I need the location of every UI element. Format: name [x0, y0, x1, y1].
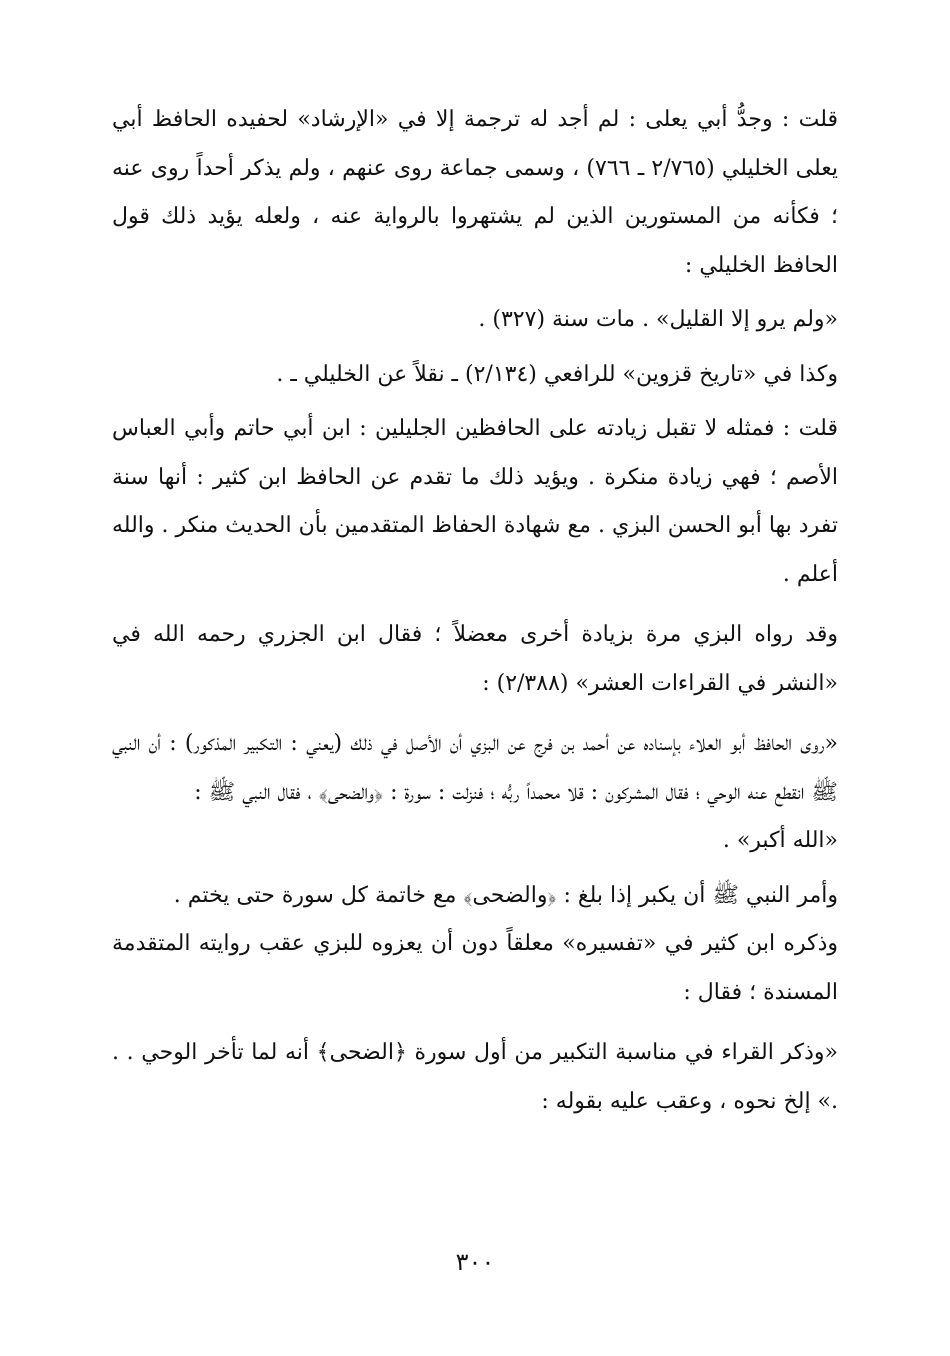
- paragraph-7: «الله أكبر» .: [722, 828, 838, 853]
- paragraph-5: وقد رواه البزي مرة بزيادة أخرى معضلاً ؛ فقال ابن الجزري رحمه الله في «النشر في القراءات العشر» (٢/٣٨٨) :: [112, 622, 838, 696]
- paragraph-1: قلت : وجدُّ أبي يعلى : لم أجد له ترجمة إلا في «الإرشاد» لحفيده الحافظ أبي يعلى الخليلي (٢/٧٦٥ ـ ٧٦٦) ، وسمى جماعة روى عنهم ، ولم يذكر أحداً روى عنه ؛ فكأنه من المستورين الذين لم يشتهروا بالرواية عنه ، ولعله يؤيد ذلك قول الحافظ الخليلي :: [112, 107, 839, 278]
- page-body-text: [112, 96, 838, 1126]
- paragraph-6: «روى الحافظ أبو العلاء بإسناده عن أحمد بن فرج عن البزي أن الأصل في ذلك (يعني : التكبير المذكور) : أن النبي ﷺ انقطع عنه الوحي ؛ فقال المشركون : قلا محمداً ربُّه ؛ فنزلت : سورة : ﴿والضحى﴾ ، فقال النبي ﷺ :: [112, 731, 838, 805]
- paragraph-4: قلت : فمثله لا تقبل زيادته على الحافظين الجليلين : ابن أبي حاتم وأبي العباس الأصم ؛ فهي زيادة منكرة . ويؤيد ذلك ما تقدم عن الحافظ ابن كثير : أنها سنة تفرد بها أبو الحسن البزي . مع شهادة الحفاظ المتقدمين بأن الحديث منكر . والله أعلم .: [112, 416, 838, 587]
- paragraph-8: وأمر النبي ﷺ أن يكبر إذا بلغ : ﴿والضحى﴾ مع خاتمة كل سورة حتى يختم .: [173, 882, 838, 908]
- paragraph-3: وكذا في «تاريخ قزوين» للرافعي (٢/١٣٤) ـ نقلاً عن الخليلي ـ .: [276, 361, 838, 387]
- paragraph-9: وذكره ابن كثير في «تفسيره» معلقاً دون أن يعزوه للبزي عقب روايته المتقدمة المسندة ؛ فقال :: [112, 931, 838, 1005]
- paragraph-2: «ولم يرو إلا القليل» . مات سنة (٣٢٧) .: [478, 307, 838, 332]
- paragraph-10: «وذكر القراء في مناسبة التكبير من أول سورة ﴿الضحى﴾ أنه لما تأخر الوحي . . .» إلخ نحوه ، وعقب عليه بقوله :: [112, 1040, 838, 1114]
- page-number: ٣٠٠: [455, 1248, 495, 1276]
